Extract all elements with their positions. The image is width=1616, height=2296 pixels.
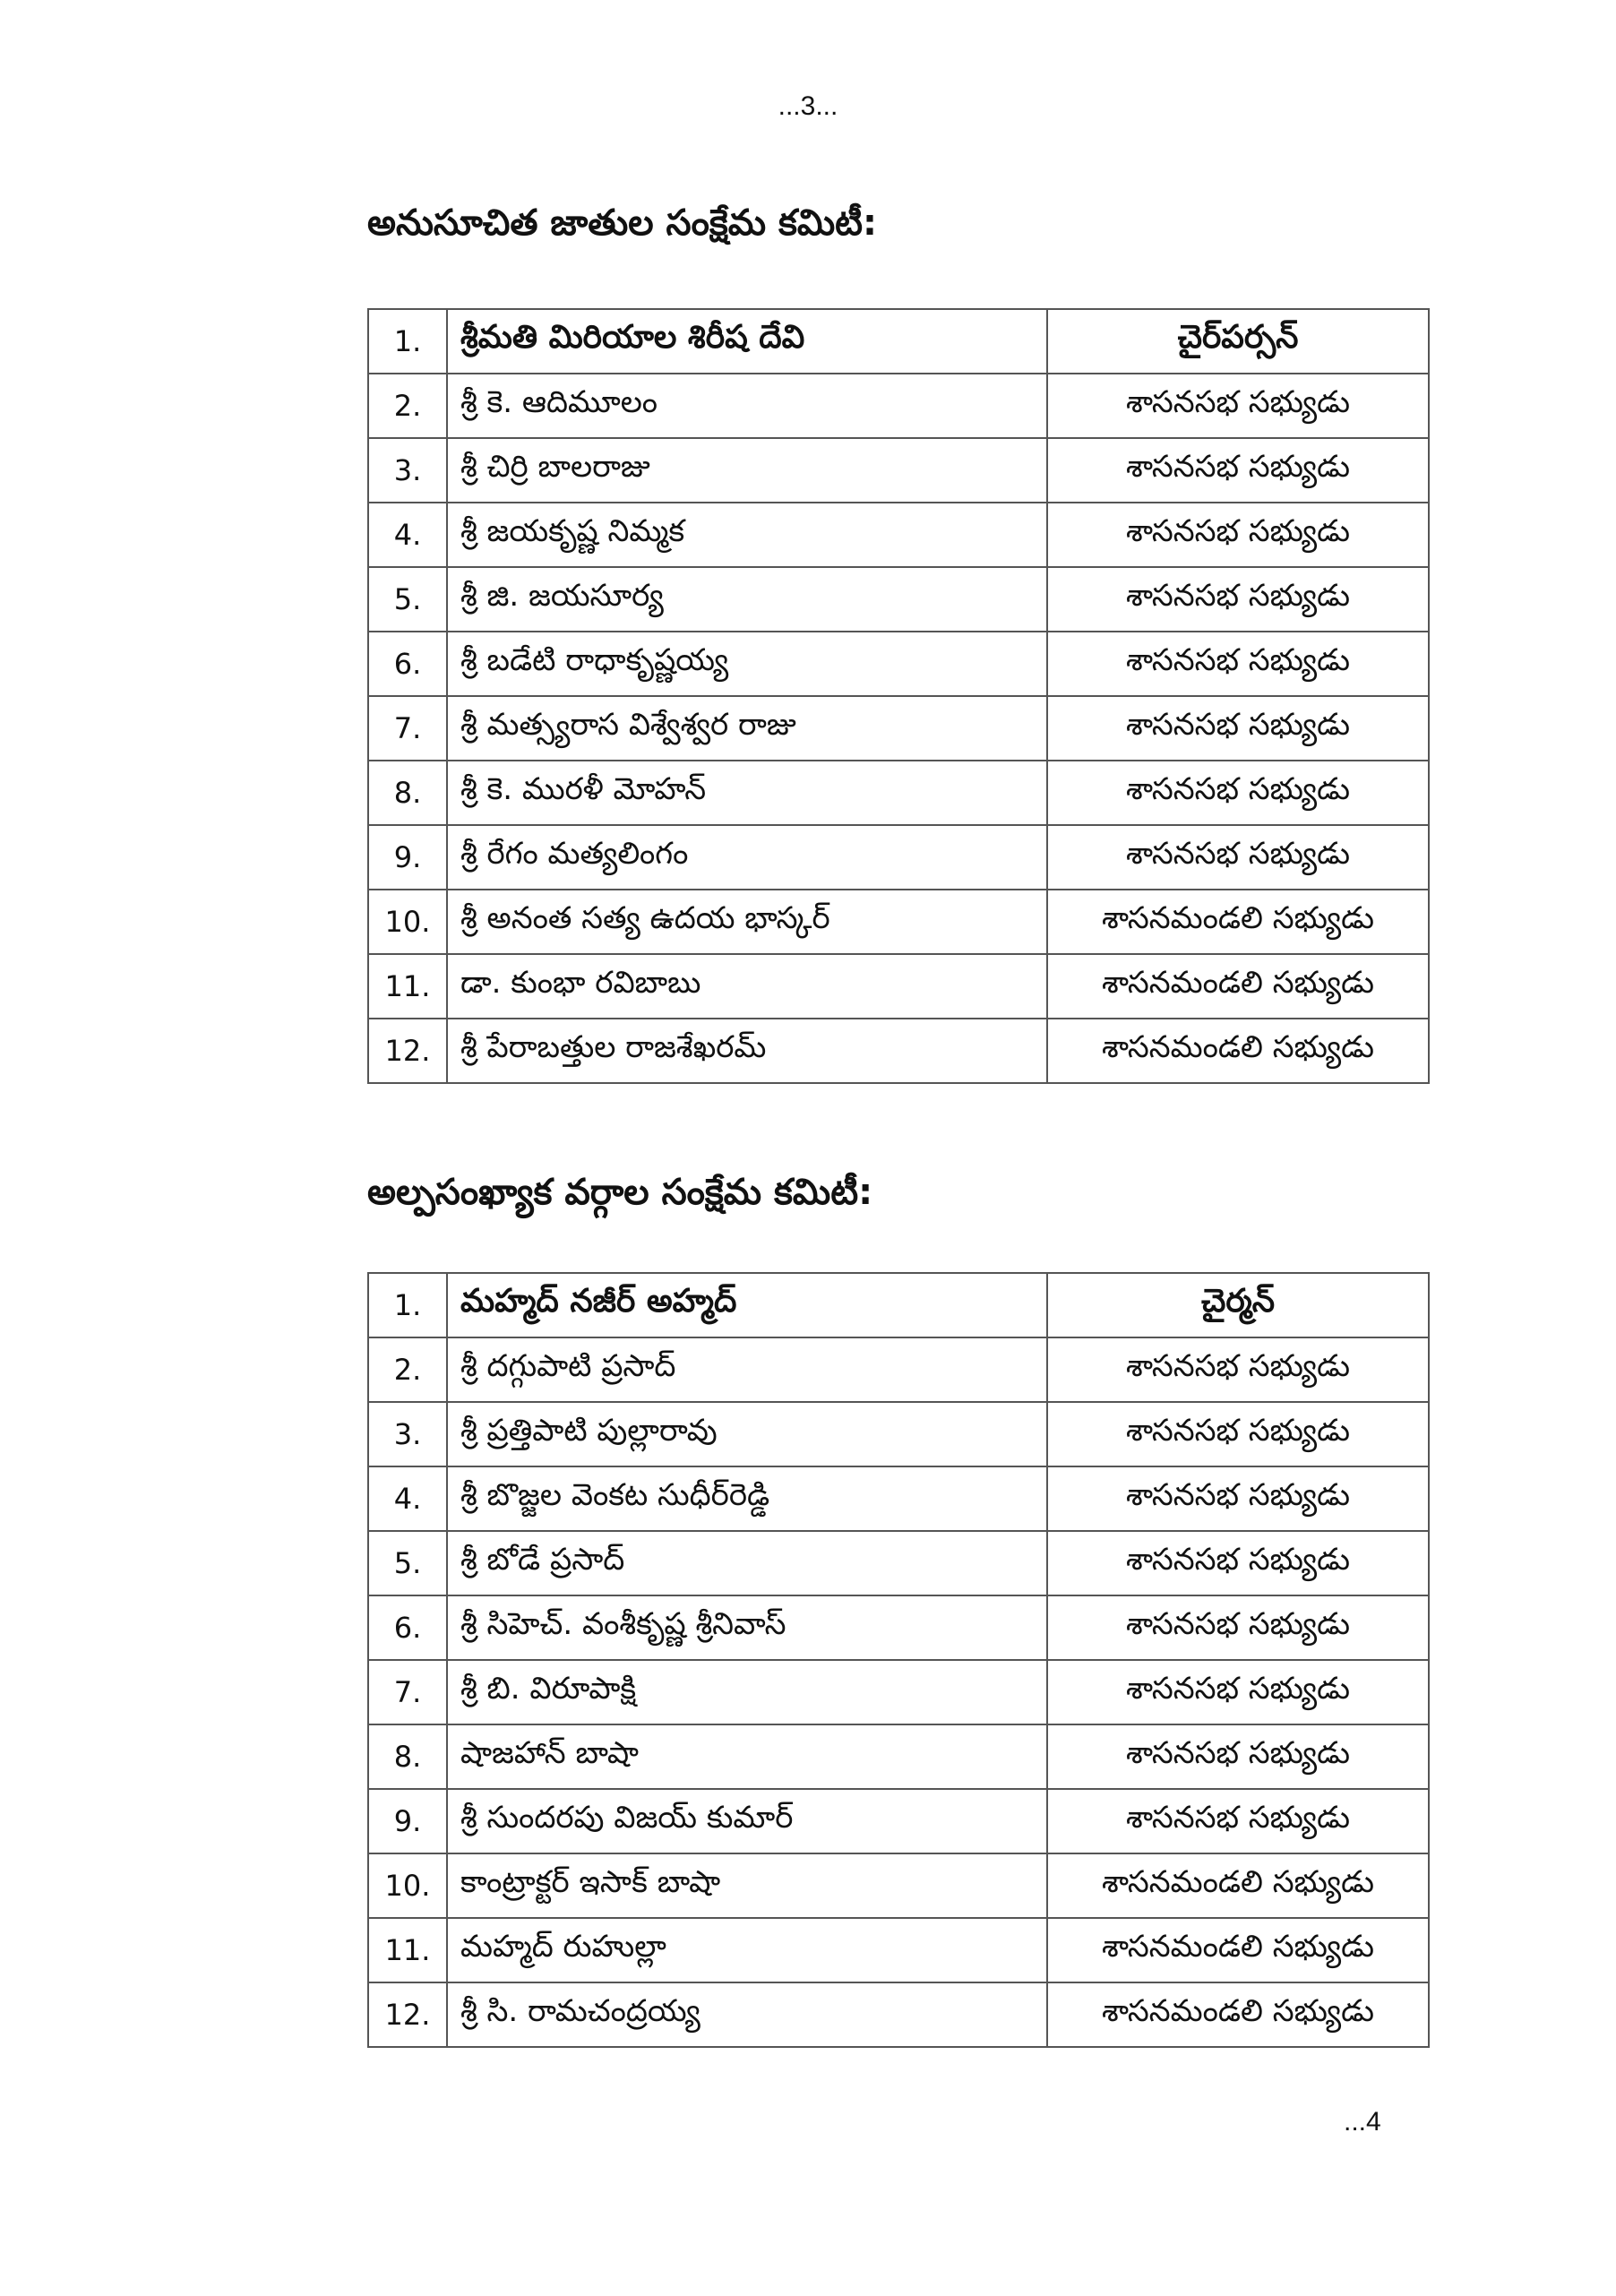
table-row [368, 1789, 1429, 1853]
member-num-cell: 11. [368, 1918, 447, 1982]
member-name-cell: శ్రీ బొజ్జల వెంకట సుధీర్‌రెడ్డి [447, 1466, 1047, 1531]
table-row [368, 374, 1429, 438]
member-num-cell: 9. [368, 825, 447, 890]
member-name-cell: మహ్మద్ నజీర్ అహ్మద్ [447, 1273, 1047, 1337]
member-name-cell: కాంట్రాక్టర్ ఇసాక్ బాషా [447, 1853, 1047, 1918]
member-role-cell: శాసనమండలి సభ్యుడు [1047, 954, 1429, 1019]
member-num-cell: 7. [368, 1660, 447, 1724]
member-num-cell: 5. [368, 567, 447, 632]
section-heading-minorities-welfare-committee: అల్పసంఖ్యాక వర్గాల సంక్షేమ కమిటీ: [367, 1172, 873, 1213]
member-name-cell: శ్రీ సుందరపు విజయ్ కుమార్ [447, 1789, 1047, 1853]
member-num-cell: 2. [368, 1337, 447, 1402]
member-num-cell: 3. [368, 438, 447, 503]
member-role-cell: శాసనసభ సభ్యుడు [1047, 1402, 1429, 1466]
member-name-cell: డా. కుంభా రవిబాబు [447, 954, 1047, 1019]
member-num-cell: 12. [368, 1019, 447, 1083]
member-role-cell: శాసనసభ సభ్యుడు [1047, 1466, 1429, 1531]
table-row [368, 632, 1429, 696]
member-num-cell: 8. [368, 1724, 447, 1789]
table-row [368, 1019, 1429, 1083]
member-role-cell: శాసనసభ సభ్యుడు [1047, 1660, 1429, 1724]
member-role-cell: శాసనసభ సభ్యుడు [1047, 503, 1429, 567]
member-num-cell: 3. [368, 1402, 447, 1466]
member-role-cell: శాసనసభ సభ్యుడు [1047, 1595, 1429, 1660]
sc-welfare-committee-table [367, 308, 1430, 1084]
member-role-cell: శాసనమండలి సభ్యుడు [1047, 1019, 1429, 1083]
member-num-cell: 6. [368, 1595, 447, 1660]
member-name-cell: శ్రీ రేగం మత్యలింగం [447, 825, 1047, 890]
table-row [368, 1853, 1429, 1918]
member-role-cell: శాసనసభ సభ్యుడు [1047, 1531, 1429, 1595]
member-name-cell: మహ్మద్ రుహుల్లా [447, 1918, 1047, 1982]
member-num-cell: 5. [368, 1531, 447, 1595]
table-row [368, 1273, 1429, 1337]
member-num-cell: 4. [368, 1466, 447, 1531]
member-num-cell: 8. [368, 761, 447, 825]
table-row [368, 761, 1429, 825]
member-name-cell: శ్రీ అనంత సత్య ఉదయ భాస్కర్ [447, 890, 1047, 954]
member-num-cell: 6. [368, 632, 447, 696]
member-name-cell: శ్రీ మత్స్యరాస విశ్వేశ్వర రాజు [447, 696, 1047, 761]
member-role-cell: శాసనసభ సభ్యుడు [1047, 825, 1429, 890]
member-num-cell: 12. [368, 1982, 447, 2047]
table-row [368, 309, 1429, 374]
member-name-cell: శ్రీ సిహెచ్. వంశీకృష్ణ శ్రీనివాస్ [447, 1595, 1047, 1660]
table-row [368, 1660, 1429, 1724]
member-name-cell: శ్రీ కె. మురళీ మోహన్ [447, 761, 1047, 825]
section-heading-sc-welfare-committee: అనుసూచిత జాతుల సంక్షేమ కమిటీ: [367, 202, 878, 244]
member-name-cell: శ్రీ బడేటి రాధాకృష్ణయ్య [447, 632, 1047, 696]
table-row [368, 1337, 1429, 1402]
minorities-welfare-committee-table [367, 1272, 1430, 2048]
member-role-cell: శాసనసభ సభ్యుడు [1047, 438, 1429, 503]
table-row [368, 503, 1429, 567]
member-name-cell: శ్రీ ప్రత్తిపాటి పుల్లారావు [447, 1402, 1047, 1466]
page-number-bottom: ...4 [1344, 2107, 1381, 2137]
member-role-cell: శాసనసభ సభ్యుడు [1047, 696, 1429, 761]
member-num-cell: 10. [368, 1853, 447, 1918]
member-name-cell: శ్రీ చిర్రి బాలరాజు [447, 438, 1047, 503]
member-name-cell: శ్రీ పేరాబత్తుల రాజశేఖరమ్ [447, 1019, 1047, 1083]
member-role-cell: శాసనసభ సభ్యుడు [1047, 1337, 1429, 1402]
member-num-cell: 9. [368, 1789, 447, 1853]
table-row [368, 438, 1429, 503]
member-role-cell: శాసనసభ సభ్యుడు [1047, 567, 1429, 632]
member-name-cell: శ్రీ జి. జయసూర్య [447, 567, 1047, 632]
member-name-cell: షాజహాన్ బాషా [447, 1724, 1047, 1789]
table-row [368, 890, 1429, 954]
member-num-cell: 2. [368, 374, 447, 438]
member-role-cell: శాసనమండలి సభ్యుడు [1047, 1918, 1429, 1982]
table-row [368, 696, 1429, 761]
member-num-cell: 7. [368, 696, 447, 761]
member-num-cell: 1. [368, 1273, 447, 1337]
member-role-cell: శాసనమండలి సభ్యుడు [1047, 1982, 1429, 2047]
member-num-cell: 10. [368, 890, 447, 954]
member-role-cell: శాసనసభ సభ్యుడు [1047, 761, 1429, 825]
member-num-cell: 4. [368, 503, 447, 567]
member-name-cell: శ్రీ జయకృష్ణ నిమ్మక [447, 503, 1047, 567]
member-name-cell: శ్రీ సి. రామచంద్రయ్య [447, 1982, 1047, 2047]
member-role-cell: శాసనమండలి సభ్యుడు [1047, 890, 1429, 954]
member-name-cell: శ్రీ బి. విరూపాక్షి [447, 1660, 1047, 1724]
member-role-cell: శాసనసభ సభ్యుడు [1047, 1789, 1429, 1853]
member-name-cell: శ్రీ కె. ఆదిమూలం [447, 374, 1047, 438]
table-row [368, 825, 1429, 890]
member-role-cell: శాసనమండలి సభ్యుడు [1047, 1853, 1429, 1918]
member-role-cell: శాసనసభ సభ్యుడు [1047, 632, 1429, 696]
member-name-cell: శ్రీ బోడే ప్రసాద్ [447, 1531, 1047, 1595]
table-row [368, 1402, 1429, 1466]
member-name-cell: శ్రీ దగ్గుపాటి ప్రసాద్ [447, 1337, 1047, 1402]
page-number-top: ...3... [778, 91, 838, 121]
member-role-cell: చైర్మన్ [1047, 1273, 1429, 1337]
table-row [368, 1724, 1429, 1789]
table-row [368, 1531, 1429, 1595]
member-num-cell: 11. [368, 954, 447, 1019]
table-row [368, 954, 1429, 1019]
member-name-cell: శ్రీమతి మిరియాల శిరీష దేవి [447, 309, 1047, 374]
member-role-cell: చైర్‌పర్సన్ [1047, 309, 1429, 374]
table-row [368, 1466, 1429, 1531]
table-row [368, 567, 1429, 632]
table-row [368, 1982, 1429, 2047]
table-row [368, 1595, 1429, 1660]
member-role-cell: శాసనసభ సభ్యుడు [1047, 1724, 1429, 1789]
member-num-cell: 1. [368, 309, 447, 374]
member-role-cell: శాసనసభ సభ్యుడు [1047, 374, 1429, 438]
table-row [368, 1918, 1429, 1982]
